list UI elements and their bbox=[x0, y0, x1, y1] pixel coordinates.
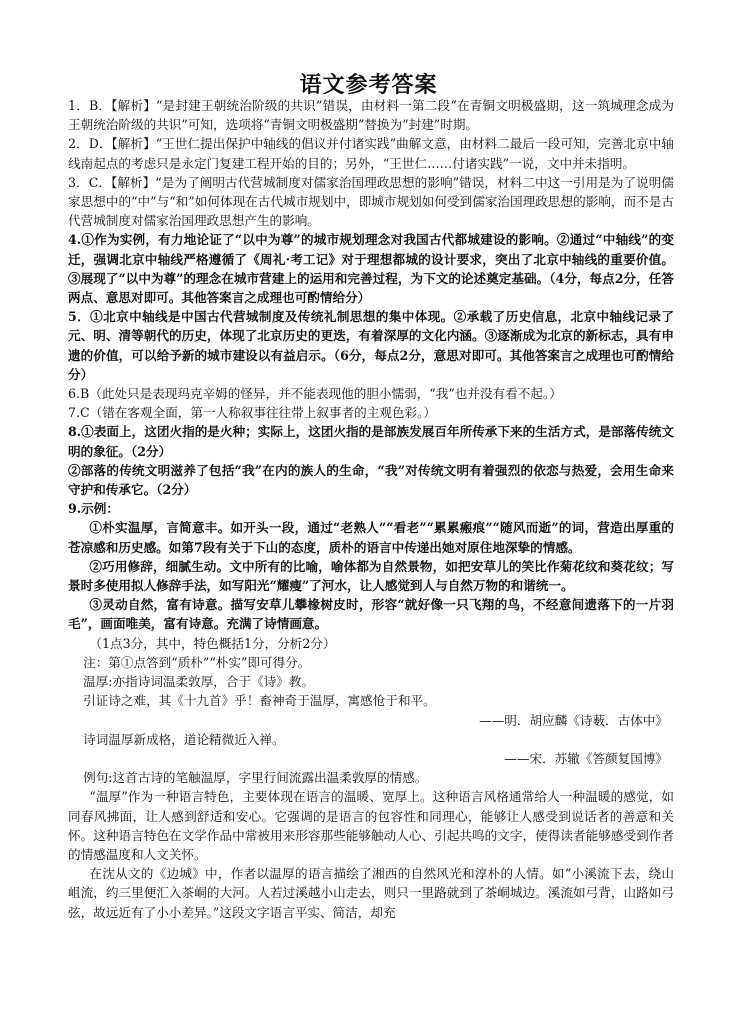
answer-q7: 7.C（错在客观全面，第一人称叙事往往带上叙事者的主观色彩。） bbox=[68, 405, 436, 421]
quote-1: 引证诗之难，其《十九首》乎！畜神奇于温厚，寓感怆于和平。 bbox=[83, 693, 436, 709]
wenhou-explanation: “温厚”作为一种语言特色，主要体现在语言的温暖、宽厚上。这种语言风格通常给人一种温暖的感觉，如同春风拂面，让人感到舒适和安心。它强调的是语言的包容性和同理心，能够让人感受到说话者的善意和关怀。这种语言特色在文学作品中常被用来形容那些能够触动人心、引起共鸣的文字，使得读者能够感受到作者的情感温度和人文关怀。 bbox=[68, 789, 674, 862]
answer-content bbox=[68, 96, 674, 922]
answer-q8-point2: ②部落的传统文明滋养了包括“我”在内的族人的生命，“我”对传统文明有着强烈的依恋与热爱，会用生命来守护和传承它。（2分） bbox=[68, 462, 674, 498]
answer-q9-heading: 9.示例： bbox=[68, 501, 119, 517]
answer-q2: 2．D．【解析】“王世仁提出保护中轴线的倡议并付诸实践”曲解文意，由材料二最后一段可知，完善北京中轴线南起点的考虑只是永定门复建工程开始的目的；另外，“王世仁……付诸实践”一说，文中并未指明。 bbox=[68, 136, 674, 171]
grading-note: 注：第①点答到“质朴”“朴实”即可得分。 bbox=[83, 654, 311, 670]
example-sentence: 例句:这首古诗的笔触温厚，字里行间流露出温柔敦厚的情感。 bbox=[83, 770, 428, 786]
answer-q6: 6.B（此处只是表现玛克辛姆的怪异，并不能表现他的胆小懦弱，“我”也并没有看不起。） bbox=[68, 386, 562, 402]
answer-q4: 4.①作为实例，有力地论证了“以中为尊”的城市规划理念对我国古代都城建设的影响。②通过“中轴线”的变迁，强调北京中轴线严格遵循了《周礼·考工记》对于理想都城的设计要求，突出了北京中轴线的重要价值。③展现了“以中为尊”的理念在城市营建上的运用和完善过程，为下文的论述奠定基础。（4分，每点2分，任答两点、意思对即可。其他答案言之成理也可酌情给分） bbox=[68, 232, 674, 306]
answer-q1: 1．B．【解析】“是封建王朝统治阶级的共识”错误，由材料一第二段“在青铜文明极盛期，这一筑城理念成为王朝统治阶级的共识”可知，选项将“青铜文明极盛期”替换为“封建”时期。 bbox=[68, 98, 674, 133]
quote-1-source: ——明．胡应麟《诗薮．古体中》 bbox=[479, 712, 668, 728]
answer-q5: 5．①北京中轴线是中国古代营城制度及传统礼制思想的集中体现。②承载了历史信息，北京中轴线记录了元、明、清等朝代的历史，体现了北京历史的更迭，有着深厚的文化内涵。③逐渐成为北京的新标志，具有申遗的价值，可以给予新的城市建设以有益启示。（6分，每点2分，意思对即可。其他答案言之成理也可酌情给分） bbox=[68, 309, 674, 382]
answer-q8-point1: 8.①表面上，这团火指的是火种；实际上，这团火指的是部族发展百年所传承下来的生活方式，是部落传统文明的象征。（2分） bbox=[68, 424, 674, 459]
answer-q9-point1: ①朴实温厚，言简意丰。如开头一段，通过“老熟人”“看老”“累累瘢痕”“随风而逝”的词，营造出厚重的苍凉感和历史感。如第7段有关于下山的态度，质朴的语言中传递出她对原住地深挚的情感。 bbox=[68, 520, 674, 555]
wenhou-definition: 温厚:亦指诗词温柔敦厚，合于《诗》教。 bbox=[83, 674, 315, 690]
quote-2: 诗词温厚新成格，道论精微近入禅。 bbox=[83, 731, 285, 747]
answer-q9-point3: ③灵动自然，富有诗意。描写安草儿攀椽树皮时，形容“就好像一只飞翔的鸟，不经意间遗落下的一片羽毛”，画面唯美，富有诗意。充满了诗情画意。 bbox=[68, 597, 674, 632]
scoring-note: （1点3分，其中，特色概括1分，分析2分） bbox=[89, 635, 336, 651]
answer-q3: 3．C．【解析】“是为了阐明古代营城制度对儒家治国理政思想的影响”错误，材料二中这一引用是为了说明儒家思想中的“中”与“和”如何体现在古代城市规划中，即城市规划如何受到儒家治国理政思想的影响，而不是古代营城制度对儒家治国理政思想产生的影响。 bbox=[68, 174, 674, 229]
answer-q9-point2: ②巧用修辞，细腻生动。文中所有的比喻，喻体都为自然景物，如把安草儿的笑比作菊花纹和葵花纹；写景时多使用拟人修辞手法，如写阳光“耀瘦”了河水，让人感觉到人与自然万物的和谐统一。 bbox=[68, 558, 674, 594]
biancheng-example: 在沈从文的《边城》中，作者以温厚的语言描绘了湘西的自然风光和淳朴的人情。如“小溪流下去，绕山岨流，约三里便汇入茶峒的大河。人若过溪越小山走去，则只一里路就到了茶峒城边。溪流如弓背，山路如弓弦，故远近有了小小差异。”这段文字语言平实、简洁，却充 bbox=[68, 866, 674, 920]
document-title: 语文参考答案 bbox=[299, 73, 438, 98]
quote-2-source: ——宋．苏辙《答颜复国博》 bbox=[504, 750, 668, 766]
